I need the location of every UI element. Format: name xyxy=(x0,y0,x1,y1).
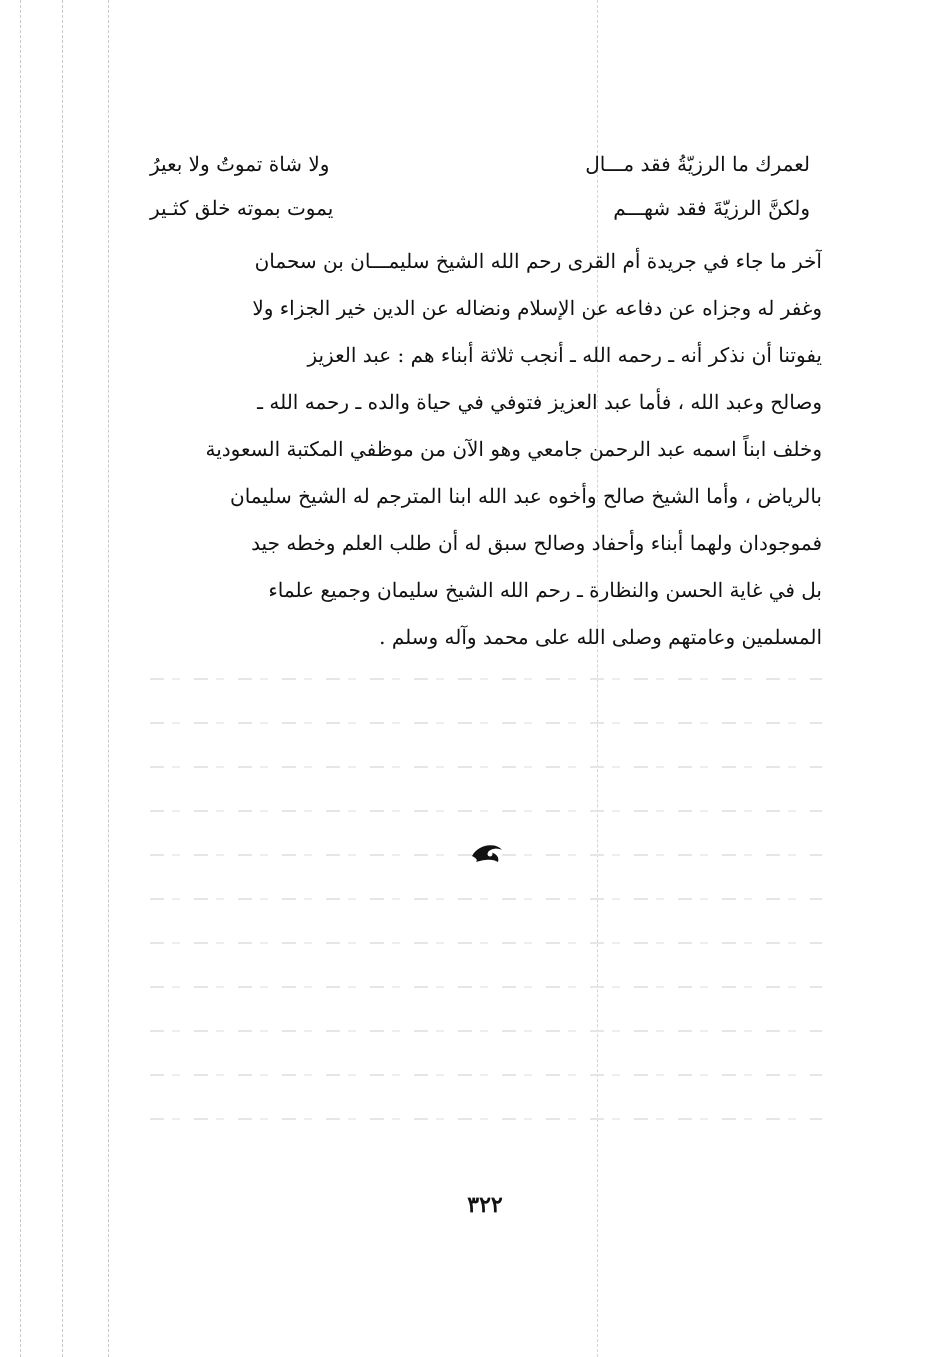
scan-guide-line xyxy=(62,0,63,1357)
body-line: يفوتنا أن نذكر أنه ـ رحمه الله ـ أنجب ثلاثة أبناء هم : عبد العزيز xyxy=(307,343,822,367)
reverse-side-bleed-through xyxy=(150,678,822,1158)
body-line: وصالح وعبد الله ، فأما عبد العزيز فتوفي في حياة والده ـ رحمه الله ـ xyxy=(257,390,822,414)
page-number: ٣٢٢ xyxy=(467,1192,503,1218)
body-line: وغفر له وجزاه عن دفاعه عن الإسلام ونضاله عن الدين خير الجزاء ولا xyxy=(252,296,822,320)
poem-second-hemistich: يموت بموته خلق كثـير xyxy=(150,196,334,220)
body-line: وخلف ابناً اسمه عبد الرحمن جامعي وهو الآن من موظفي المكتبة السعودية xyxy=(205,437,822,461)
body-paragraph xyxy=(150,238,822,661)
scan-guide-line xyxy=(20,0,21,1357)
poem-line xyxy=(150,186,810,230)
poem-line xyxy=(150,142,810,186)
poem-second-hemistich: ولا شاة تموتُ ولا بعيرُ xyxy=(150,152,330,176)
body-line: المسلمين وعامتهم وصلى الله على محمد وآله وسلم . xyxy=(379,625,822,649)
poem-first-hemistich: ولكنَّ الرزيّةَ فقد شهـــم xyxy=(613,196,810,220)
body-line: فموجودان ولهما أبناء وأحفاد وصالح سبق له أن طلب العلم وخطه جيد xyxy=(251,531,822,555)
scan-guide-line xyxy=(108,0,109,1357)
body-line: آخر ما جاء في جريدة أم القرى رحم الله الشيخ سليمـــان بن سحمان xyxy=(254,249,822,273)
poem-first-hemistich: لعمرك ما الرزيّةُ فقد مـــال xyxy=(585,152,810,176)
end-of-chapter-ornament-icon xyxy=(468,838,508,868)
poem-verses xyxy=(150,142,810,230)
body-line: بالرياض ، وأما الشيخ صالح وأخوه عبد الله ابنا المترجم له الشيخ سليمان xyxy=(230,484,822,508)
body-line: بل في غاية الحسن والنظارة ـ رحم الله الشيخ سليمان وجميع علماء xyxy=(268,578,822,602)
